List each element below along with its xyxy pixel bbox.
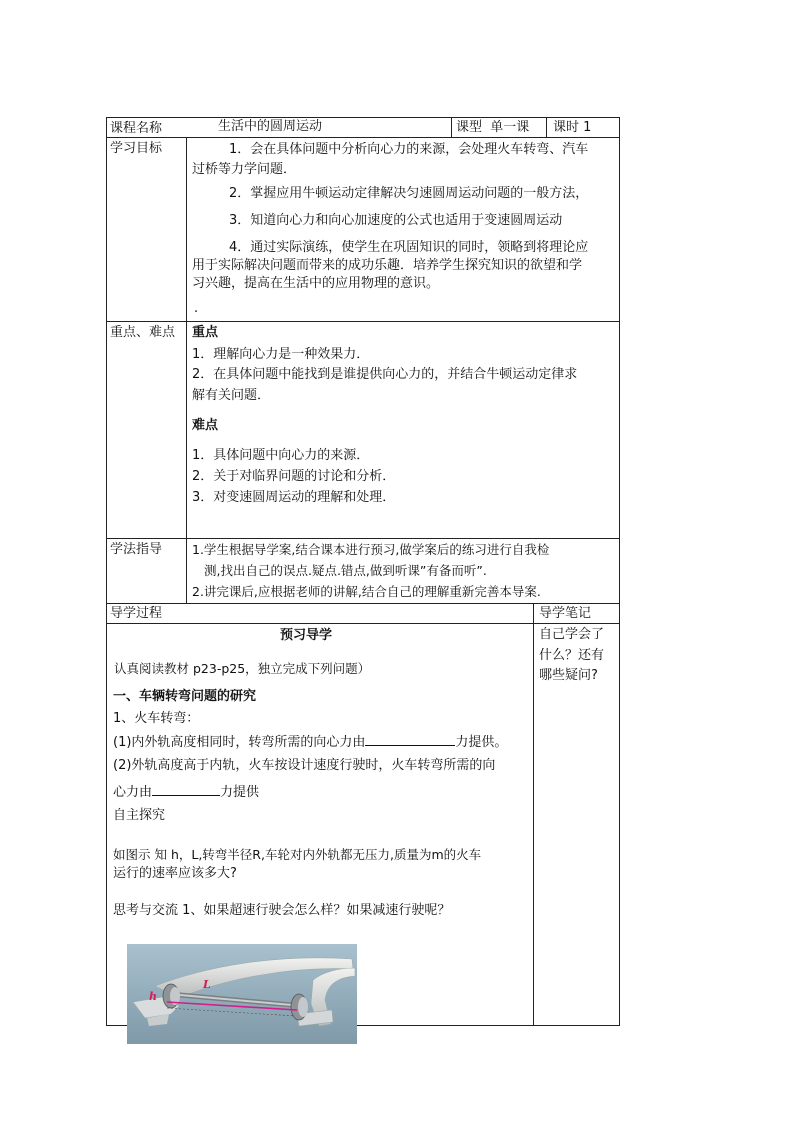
row-divider-header [106, 137, 620, 138]
row-divider-objectives [106, 321, 620, 322]
objectives-label: 学习目标 [110, 141, 163, 156]
objective-item-cont: 用于实际解决问题而带来的成功乐趣．培养学生探究知识的欲望和学 [192, 258, 583, 273]
col-divider-hours [546, 117, 547, 138]
answer-blank-2[interactable] [152, 783, 220, 796]
question-2-line1: (2)外轨高度高于内轨，火车按设计速度行驶时，火车转弯所需的向 [113, 758, 496, 773]
label-h: h [149, 990, 157, 1003]
notes-text: 什么？还有 [539, 648, 605, 663]
notes-text: 自己学会了 [539, 627, 605, 642]
key-item-cont: 解有关问题． [192, 388, 271, 403]
train-track-illustration [127, 944, 357, 1044]
col-divider-notes [533, 603, 534, 1026]
objective-item-cont: 过桥等力学问题． [192, 162, 297, 177]
difficult-item: 3．对变速圆周运动的理解和处理． [192, 490, 396, 505]
row-divider-method [106, 603, 620, 604]
lesson-type [456, 120, 529, 136]
subsection-title: 1、火车转弯： [113, 711, 200, 726]
explore-question-cont: 运行的速率应该多大? [113, 866, 237, 881]
difficult-title: 难点 [192, 418, 219, 433]
lesson-hours-label: 课时 [553, 120, 580, 135]
question-1-text: (1)内外轨高度相同时，转弯所需的向心力由 [113, 735, 366, 750]
table-border-left [106, 117, 107, 1026]
objective-item: 1．会在具体问题中分析向心力的来源，会处理火车转弯、汽车 [229, 142, 589, 157]
objective-item: 2．掌握应用牛顿运动定律解决匀速圆周运动问题的一般方法， [229, 186, 589, 201]
difficult-item: 2．关于对临界问题的讨论和分析． [192, 469, 396, 484]
row-divider-keypoints [106, 538, 620, 539]
table-border-right [619, 117, 620, 1026]
question-2-text: 心力由 [113, 785, 153, 800]
table-border-top [106, 117, 620, 118]
method-line: 测,找出自己的误点.疑点.错点,做到听课”有备而听”. [204, 563, 487, 578]
key-item: 1．理解向心力是一种效果力． [192, 347, 370, 362]
method-label: 学法指导 [110, 542, 163, 557]
key-item: 2．在具体问题中能找到是谁提供向心力的，并结合牛顿运动定律求 [192, 367, 578, 382]
question-1 [113, 733, 507, 751]
label-L: L [203, 978, 211, 991]
lesson-type-value: 单一课 [490, 120, 530, 135]
notes-text: 哪些疑问? [539, 668, 598, 683]
col-divider-label [186, 137, 187, 604]
objective-item: 4．通过实际演练，使学生在巩固知识的同时，领略到将理论应 [229, 240, 589, 255]
keypoints-label: 重点、难点 [110, 325, 176, 340]
answer-blank-1[interactable] [365, 733, 455, 746]
col-divider-type [451, 117, 452, 138]
row-divider-process [106, 623, 620, 624]
process-label: 导学过程 [110, 606, 163, 621]
objective-item-cont: 习兴趣，提高在生活中的应用物理的意识。 [192, 276, 440, 291]
question-2-suffix: 力提供 [220, 785, 260, 800]
preview-title: 预习导学 [280, 628, 333, 643]
course-name-label: 课程名称 [110, 121, 163, 136]
explore-title: 自主探究 [113, 808, 166, 823]
explore-question: 如图示 知 h，L,转弯半径R,车轮对内外轨都无压力,质量为m的火车 [113, 847, 482, 862]
question-1-suffix: 力提供。 [455, 735, 508, 750]
key-title: 重点 [192, 325, 219, 340]
method-line: 2.讲完课后,应根据老师的讲解,结合自己的理解重新完善本导案. [192, 584, 541, 599]
notes-label: 导学笔记 [539, 606, 592, 621]
train-track-figure [127, 944, 357, 1044]
lesson-type-label: 课型 [456, 120, 483, 135]
question-2-line2 [113, 783, 259, 801]
objectives-dot: . [194, 301, 199, 316]
objective-item: 3．知道向心力和向心加速度的公式也适用于变速圆周运动 [229, 213, 563, 228]
course-name: 生活中的圆周运动 [218, 119, 323, 134]
discussion-question: 思考与交流 1、如果超速行驶会怎么样？如果减速行驶呢？ [113, 903, 451, 918]
section-title: 一、车辆转弯问题的研究 [113, 689, 257, 704]
difficult-item: 1．具体问题中向心力的来源． [192, 448, 370, 463]
reading-instruction: 认真阅读教材 p23-p25，独立完成下列问题） [114, 661, 371, 676]
right-wheel-hub [298, 997, 308, 1017]
lesson-hours-value: 1 [583, 120, 592, 135]
lesson-hours [553, 120, 591, 136]
method-line: 1.学生根据导学案,结合课本进行预习,做学案后的练习进行自我检 [192, 542, 550, 557]
